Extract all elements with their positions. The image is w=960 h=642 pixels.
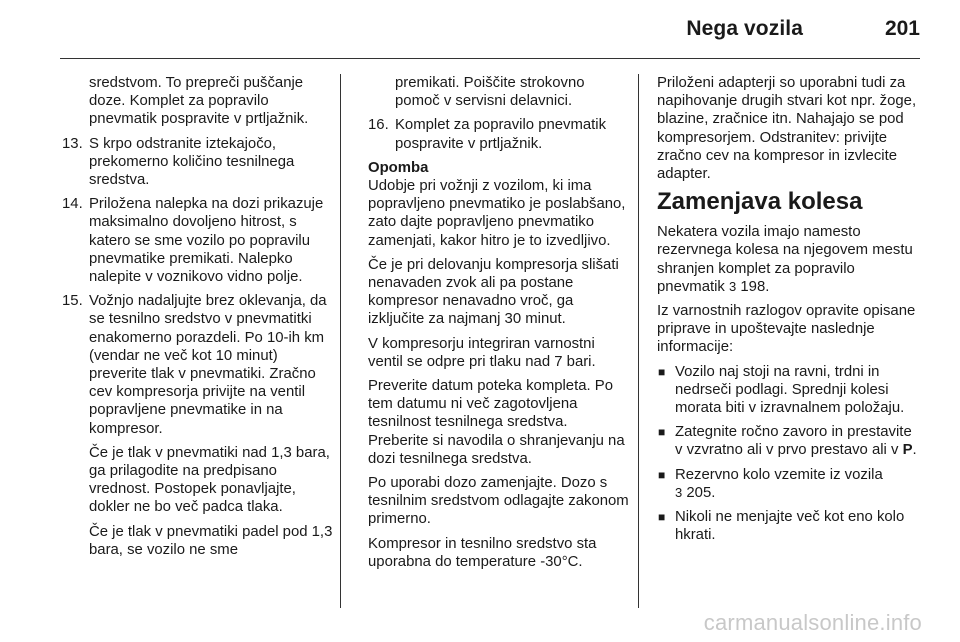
gear-p-label: P: [902, 442, 913, 459]
page-ref-arrow-icon: 3: [675, 484, 683, 500]
page-ref[interactable]: 205.: [686, 484, 716, 501]
paragraph: Po uporabi dozo zamenjajte. Dozo s tesnilnim sredstvom odlagajte zakonom primerno.: [368, 475, 629, 528]
bullet-text-main: Rezervno kolo vzemite iz vozila: [675, 466, 883, 483]
paragraph: Če je tlak v pnevmatiki nad 1,3 bara, ga prilagodite na predpisano vrednost. Postopek ponavljajte, dokler ne bo več padca tlaka.: [89, 444, 330, 516]
column-2: [368, 74, 630, 577]
continued-text: premikati. Poiščite strokovno pomoč v servisni delavnici.: [395, 75, 585, 110]
chapter-title: Nega vozila: [686, 17, 803, 40]
list-number: 15.: [62, 293, 83, 310]
list-item-16: [368, 116, 630, 152]
bullet-text: Nikoli ne menjajte več kot eno kolo hkrati.: [675, 509, 905, 544]
paragraph: Priloženi adapterji so uporabni tudi za napihovanje drugih stvari kot npr. žoge, blazine, zračnice itn. Nahajajo se pod kompresorjem. Odstranitev: privijte zračno cev na kompresor in izvlecite adapter.: [657, 75, 917, 183]
page-ref[interactable]: 198.: [740, 278, 770, 295]
page-number: 201: [884, 17, 920, 40]
list-item-15: [62, 292, 333, 438]
page-ref-arrow-icon: 3: [729, 278, 737, 294]
bullet-text: Vozilo naj stoji na ravni, trdni in nedrseči podlagi. Sprednji kolesi morata biti v izravnalnem položaju.: [675, 363, 905, 417]
watermark: carmanualsonline.info: [703, 610, 922, 635]
list-number: 13.: [62, 135, 83, 152]
column-3: [657, 74, 923, 550]
list-number: 16.: [368, 117, 389, 134]
column-divider-1: [340, 74, 341, 608]
paragraph: Kompresor in tesnilno sredstvo sta uporabna do temperature -30°C.: [368, 535, 597, 570]
paragraph-text: Nekatera vozila imajo namesto rezervnega kolesa na njegovem mestu shranjen komplet za popravilo pnevmatik: [657, 224, 913, 295]
paragraph: Če je pri delovanju kompresorja slišati nenavaden zvok ali pa postane kompresor nenavadno vroč, ga izključite za najmanj 30 minut.: [368, 256, 619, 328]
list-item-14: [62, 195, 333, 286]
continued-text: sredstvom. To prepreči puščanje doze. Komplet za popravilo pnevmatik pospravite v prtljažnik.: [89, 75, 309, 128]
bullet-text: [675, 423, 923, 459]
bullet-text: [675, 466, 923, 502]
note-text: Udobje pri vožnji z vozilom, ki ima popravljeno pnevmatiko je poslabšano, zato dajte popravljeno pnevmatiko zamenjati, kakor hitro je to izvedljivo.: [368, 178, 626, 249]
list-number: 14.: [62, 196, 83, 213]
section-title: Zamenjava kolesa: [657, 188, 863, 216]
bullet-text-main: Zategnite ročno zavoro in prestavite v vzvratno ali v prvo prestavo ali v: [675, 424, 912, 459]
list-text: S krpo odstranite iztekajočo, prekomerno količino tesnilnega sredstva.: [89, 135, 295, 189]
square-bullet-icon: ■: [658, 467, 666, 482]
bullet-item: [657, 423, 923, 459]
column-1: [62, 74, 333, 565]
page-header: [60, 0, 920, 59]
paragraph: V kompresorju integriran varnostni ventil se odpre pri tlaku nad 7 bari.: [368, 335, 596, 370]
column-divider-2: [638, 74, 639, 608]
square-bullet-icon: ■: [658, 364, 666, 379]
note-label: Opomba: [368, 159, 429, 176]
list-text: Priložena nalepka na dozi prikazuje maksimalno dovoljeno hitrost, s katero se sme vozilo po popravilu pnevmatike premikati. Nalepko nalepite v voznikovo vidno polje.: [89, 196, 324, 286]
bullet-text-end: .: [912, 442, 917, 459]
bullet-item: [657, 508, 923, 544]
list-text: Komplet za popravilo pnevmatik pospravite v prtljažnik.: [395, 117, 607, 152]
bullet-item: [657, 466, 923, 502]
paragraph: [657, 223, 923, 296]
list-text: Vožnjo nadaljujte brez oklevanja, da se tesnilno sredstvo v pnevmatitki enakomerno porazdeli. Po 10-ih km (vendar ne več kot 10 minut) preverite tlak v pnevmatiki. Zračno cev kompresorja privijte na ventil popravljene pnevmatike in na kompresor.: [89, 293, 327, 437]
paragraph: Iz varnostnih razlogov opravite opisane priprave in upoštevajte naslednje informacije:: [657, 303, 916, 356]
paragraph: Preverite datum poteka kompleta. Po tem datumu ni več zagotovljena tesnilnost tesnilnega sredstva. Preberite si navodila o shranjevanju na dozi tesnilnega sredstva.: [368, 378, 625, 467]
bullet-item: [657, 363, 923, 418]
list-item-13: [62, 135, 333, 190]
square-bullet-icon: ■: [658, 425, 666, 440]
square-bullet-icon: ■: [658, 510, 666, 525]
paragraph: Če je tlak v pnevmatiki padel pod 1,3 bara, se vozilo ne sme: [89, 523, 333, 558]
